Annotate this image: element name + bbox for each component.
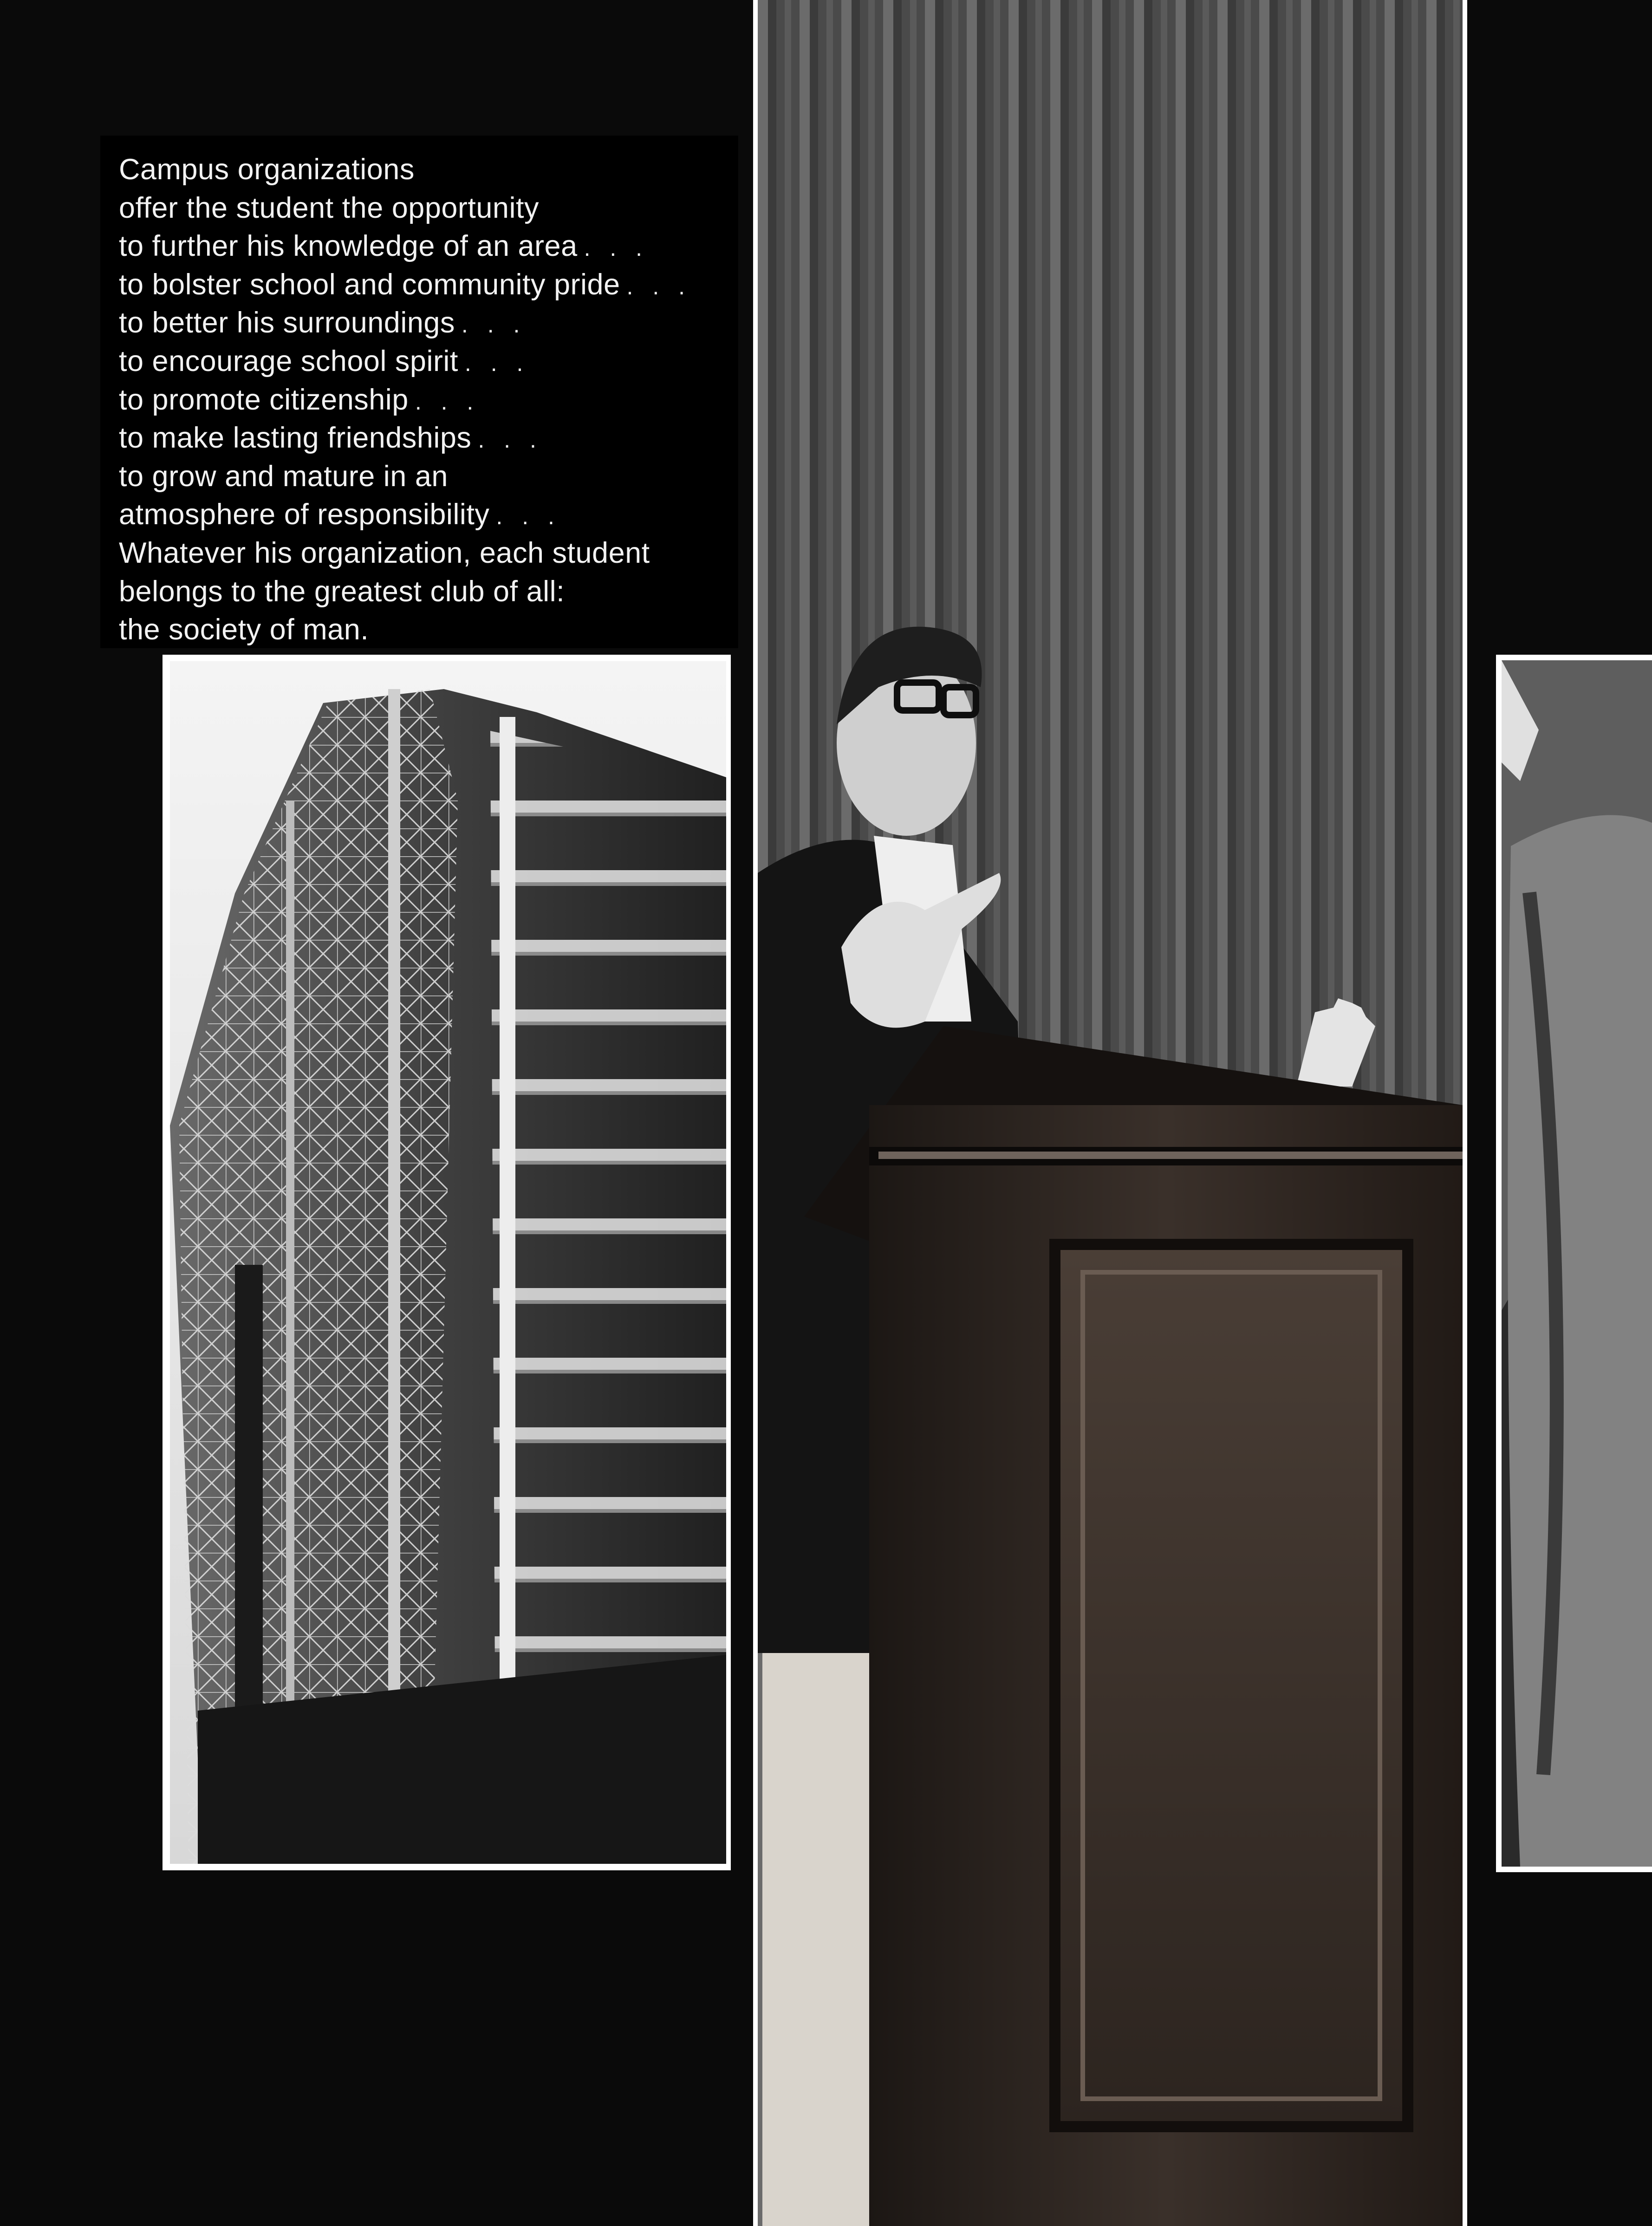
intro-line: to further his knowledge of an area . . . xyxy=(119,230,649,263)
tree-trunk-photo xyxy=(1496,655,1652,1872)
intro-line: atmosphere of responsibility . . . xyxy=(119,498,561,531)
intro-line: the society of man. xyxy=(119,613,369,646)
tree-illustration xyxy=(1502,660,1652,1867)
intro-line: to promote citizenship . . . xyxy=(119,383,480,416)
building-construction-photo xyxy=(163,655,731,1870)
intro-line: to bolster school and community pride . . . xyxy=(119,268,692,301)
building-illustration xyxy=(170,661,726,1864)
speaker-podium-photo xyxy=(753,0,1467,2226)
intro-line: to encourage school spirit . . . xyxy=(119,345,530,378)
intro-line: Whatever his organization, each student xyxy=(119,536,650,569)
speaker-illustration xyxy=(758,0,1463,2226)
intro-line: belongs to the greatest club of all: xyxy=(119,575,565,608)
intro-line: to grow and mature in an xyxy=(119,460,448,493)
intro-line: to better his surroundings . . . xyxy=(119,306,527,339)
intro-line: offer the student the opportunity xyxy=(119,191,539,224)
intro-text-block xyxy=(100,136,738,648)
intro-line: to make lasting friendships . . . xyxy=(119,422,543,455)
intro-line: Campus organizations xyxy=(119,153,415,186)
